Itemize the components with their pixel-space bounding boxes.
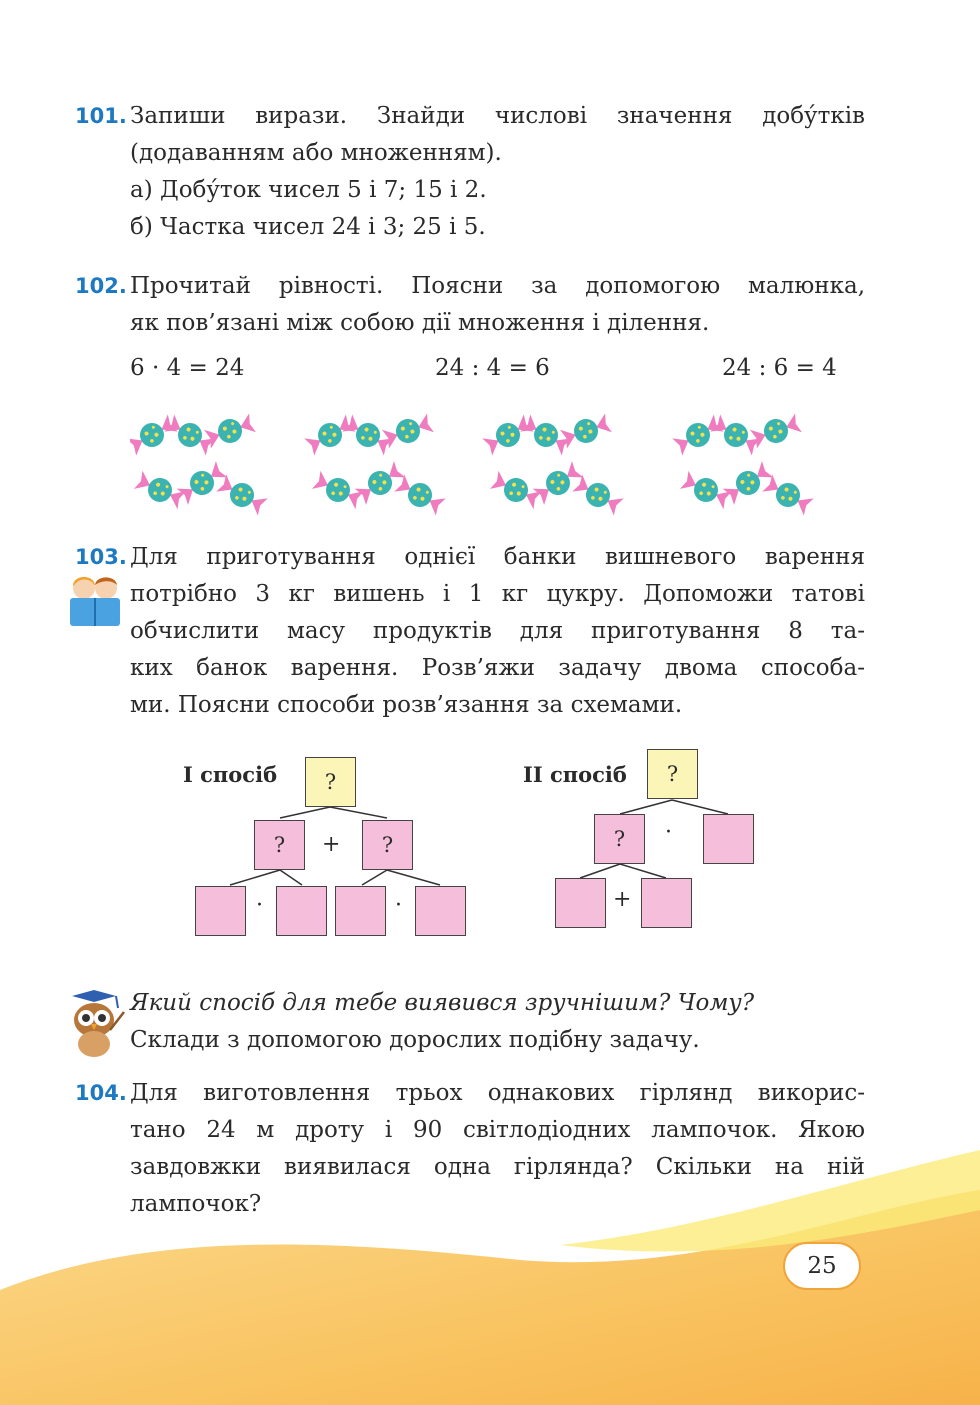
page-number: 25 (783, 1242, 861, 1290)
candy-icon (749, 412, 802, 451)
multiply-sign: · (665, 820, 672, 845)
candy-icon (215, 473, 269, 518)
plus-sign: + (322, 832, 341, 857)
task-text-line: як пов’язані між собою дії множення і ділення. (130, 310, 710, 336)
empty-box (703, 814, 754, 864)
task-text-line: ми. Поясни способи розв’язання за схемами. (130, 692, 683, 718)
owl-question (130, 985, 865, 1059)
candy-icon (393, 473, 447, 518)
candy-icon (175, 459, 228, 506)
equation: 24 : 6 = 4 (722, 355, 837, 381)
task-number: 102. (75, 274, 127, 298)
question-box: ? (362, 820, 413, 870)
task-number: 103. (75, 545, 127, 569)
question-box: ? (594, 814, 645, 864)
candy-icon (303, 413, 357, 458)
result-box: ? (305, 757, 356, 807)
task-text-line: Прочитай рівності. Поясни за допомогою малюнка, (130, 273, 865, 299)
method-label: ІІ спосіб (523, 762, 627, 787)
candies-illustration (130, 405, 870, 530)
multiply-sign: · (256, 893, 263, 918)
candy-icon (571, 473, 625, 518)
candy-group (671, 412, 815, 518)
result-box: ? (647, 749, 698, 799)
candy-group (481, 412, 625, 518)
candy-icon (559, 412, 612, 451)
empty-box (195, 886, 246, 936)
task-text-line: потрібно 3 кг вишень і 1 кг цукру. Допоможи татові (130, 581, 865, 607)
task-number: 104. (75, 1081, 127, 1105)
task-101 (75, 98, 865, 246)
candy-group (130, 412, 269, 518)
task-text-line: (додаванням або множенням). (130, 140, 502, 166)
task-text-line: завдовжки виявилася одна гірлянда? Скільки на ній (130, 1154, 865, 1180)
task-text-line: обчислити масу продуктів для приготування 8 та- (130, 618, 865, 644)
candy-icon (381, 412, 434, 451)
candy-icon (761, 473, 815, 518)
candy-icon (481, 413, 535, 458)
task-text-line: лампочок? (130, 1191, 262, 1217)
diagram-method-2 (520, 745, 760, 935)
candy-icon (721, 459, 774, 506)
task-text-line: Для приготування однієї банки вишневого варення (130, 544, 865, 570)
plus-sign: + (613, 887, 632, 912)
diagram-method-1 (180, 750, 480, 940)
task-104 (75, 1075, 865, 1223)
equations-row (130, 355, 860, 395)
question-text: Склади з допомогою дорослих подібну задачу. (130, 1027, 700, 1053)
empty-box (276, 886, 327, 936)
question-box: ? (254, 820, 305, 870)
task-number: 101. (75, 104, 127, 128)
empty-box (641, 878, 692, 928)
multiply-sign: · (395, 893, 402, 918)
candy-group (303, 412, 447, 518)
question-italic: Який спосіб для тебе виявився зручнішим? Чому? (130, 990, 755, 1016)
task-103 (75, 539, 865, 724)
task-text-line: ких банок варення. Розв’яжи задачу двома способа- (130, 655, 865, 681)
task-102 (75, 268, 865, 342)
owl-teacher-icon (60, 990, 128, 1058)
candy-icon (531, 459, 584, 506)
task-text-line: а) Добу́ток чисел 5 і 7; 15 і 2. (130, 177, 487, 203)
candy-icon (353, 459, 406, 506)
task-text-line: Запиши вирази. Знайди числові значення добу́тків (130, 103, 865, 129)
empty-box (335, 886, 386, 936)
empty-box (555, 878, 606, 928)
empty-box (415, 886, 466, 936)
equation: 24 : 4 = 6 (435, 355, 550, 381)
method-label: І спосіб (183, 762, 278, 787)
candy-icon (130, 413, 179, 458)
candy-icon (203, 412, 256, 451)
candy-icon (671, 413, 725, 458)
task-text-line: Для виготовлення трьох однакових гірлянд викорис- (130, 1080, 865, 1106)
task-text-line: б) Частка чисел 24 і 3; 25 і 5. (130, 214, 486, 240)
equation: 6 · 4 = 24 (130, 355, 245, 381)
task-text-line: тано 24 м дроту і 90 світлодіодних лампочок. Якою (130, 1117, 865, 1143)
